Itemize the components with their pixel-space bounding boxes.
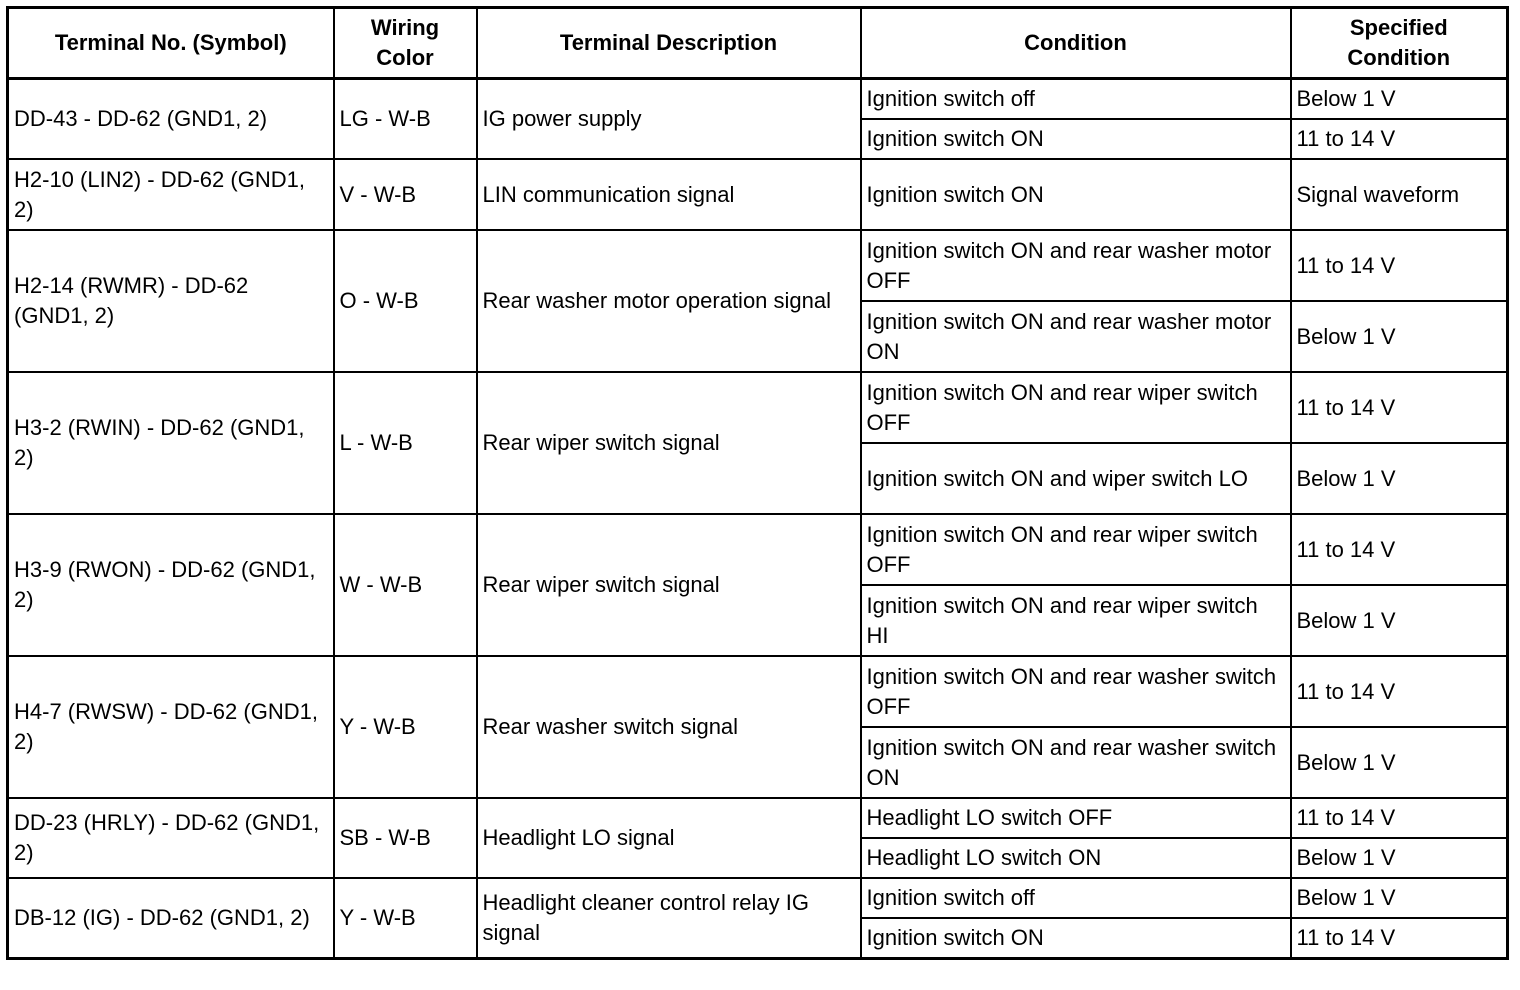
specified-cell: 11 to 14 V [1291, 656, 1508, 727]
condition-cell: Ignition switch ON and rear washer motor ON [861, 301, 1291, 372]
wiring-color-cell: W - W-B [334, 514, 477, 656]
header-condition: Condition [861, 8, 1291, 79]
condition-cell: Ignition switch ON and rear wiper switch OFF [861, 372, 1291, 443]
condition-cell: Ignition switch ON and rear wiper switch HI [861, 585, 1291, 656]
specified-cell: Signal waveform [1291, 159, 1508, 230]
wiring-color-cell: O - W-B [334, 230, 477, 372]
specified-cell: Below 1 V [1291, 301, 1508, 372]
terminal-cell: H2-10 (LIN2) - DD-62 (GND1, 2) [8, 159, 334, 230]
condition-cell: Ignition switch ON and rear washer switch OFF [861, 656, 1291, 727]
description-cell: Headlight LO signal [477, 798, 861, 878]
condition-cell: Ignition switch ON and wiper switch LO [861, 443, 1291, 514]
terminal-spec-table [6, 6, 1509, 960]
terminal-cell: H3-2 (RWIN) - DD-62 (GND1, 2) [8, 372, 334, 514]
header-wiring-color: Wiring Color [334, 8, 477, 79]
table-row [8, 656, 1508, 727]
header-specified-condition: Specified Condition [1291, 8, 1508, 79]
table-header [8, 8, 1508, 79]
terminal-cell: H2-14 (RWMR) - DD-62 (GND1, 2) [8, 230, 334, 372]
specified-cell: 11 to 14 V [1291, 918, 1508, 959]
condition-cell: Ignition switch off [861, 878, 1291, 918]
table-row [8, 372, 1508, 443]
description-cell: LIN communication signal [477, 159, 861, 230]
terminal-cell: H3-9 (RWON) - DD-62 (GND1, 2) [8, 514, 334, 656]
specified-cell: 11 to 14 V [1291, 514, 1508, 585]
specified-cell: 11 to 14 V [1291, 230, 1508, 301]
condition-cell: Ignition switch ON [861, 119, 1291, 159]
specified-cell: Below 1 V [1291, 443, 1508, 514]
terminal-cell: DB-12 (IG) - DD-62 (GND1, 2) [8, 878, 334, 959]
condition-cell: Ignition switch ON and rear wiper switch OFF [861, 514, 1291, 585]
wiring-color-cell: SB - W-B [334, 798, 477, 878]
specified-cell: 11 to 14 V [1291, 119, 1508, 159]
specified-cell: Below 1 V [1291, 727, 1508, 798]
table-row [8, 79, 1508, 120]
table-row [8, 798, 1508, 838]
specified-cell: Below 1 V [1291, 838, 1508, 878]
description-cell: Rear washer switch signal [477, 656, 861, 798]
specified-cell: 11 to 14 V [1291, 372, 1508, 443]
terminal-cell: H4-7 (RWSW) - DD-62 (GND1, 2) [8, 656, 334, 798]
condition-cell: Ignition switch ON [861, 159, 1291, 230]
wiring-color-cell: L - W-B [334, 372, 477, 514]
table-row [8, 159, 1508, 230]
description-cell: Rear wiper switch signal [477, 514, 861, 656]
table-row [8, 230, 1508, 301]
terminal-cell: DD-43 - DD-62 (GND1, 2) [8, 79, 334, 160]
wiring-color-cell: Y - W-B [334, 878, 477, 959]
description-cell: Headlight cleaner control relay IG signal [477, 878, 861, 959]
wiring-color-cell: LG - W-B [334, 79, 477, 160]
header-terminal: Terminal No. (Symbol) [8, 8, 334, 79]
condition-cell: Ignition switch ON and rear washer switch ON [861, 727, 1291, 798]
condition-cell: Headlight LO switch OFF [861, 798, 1291, 838]
description-cell: IG power supply [477, 79, 861, 160]
specified-cell: Below 1 V [1291, 79, 1508, 120]
terminal-cell: DD-23 (HRLY) - DD-62 (GND1, 2) [8, 798, 334, 878]
wiring-color-cell: Y - W-B [334, 656, 477, 798]
table-row [8, 878, 1508, 918]
condition-cell: Ignition switch off [861, 79, 1291, 120]
condition-cell: Ignition switch ON and rear washer motor OFF [861, 230, 1291, 301]
description-cell: Rear wiper switch signal [477, 372, 861, 514]
description-cell: Rear washer motor operation signal [477, 230, 861, 372]
table-row [8, 514, 1508, 585]
header-description: Terminal Description [477, 8, 861, 79]
specified-cell: Below 1 V [1291, 585, 1508, 656]
wiring-color-cell: V - W-B [334, 159, 477, 230]
specified-cell: Below 1 V [1291, 878, 1508, 918]
condition-cell: Headlight LO switch ON [861, 838, 1291, 878]
condition-cell: Ignition switch ON [861, 918, 1291, 959]
specified-cell: 11 to 14 V [1291, 798, 1508, 838]
header-row [8, 8, 1508, 79]
